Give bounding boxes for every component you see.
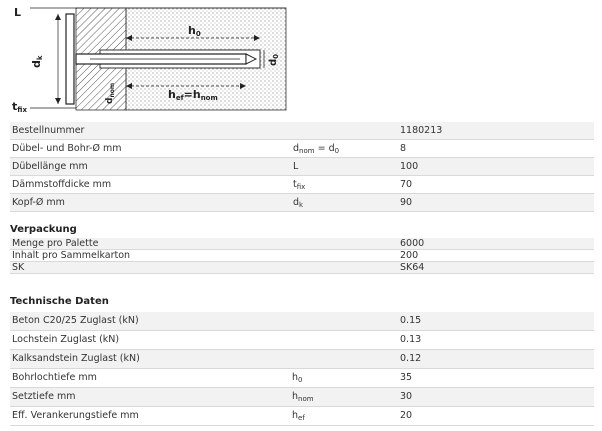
label-dnom: $d_{nom}$ <box>105 82 116 104</box>
table-row <box>10 350 594 369</box>
row-value: 0.12 <box>400 353 422 364</box>
row-label: Inhalt pro Sammelkarton <box>12 250 131 261</box>
table-row <box>10 369 594 388</box>
table-row <box>10 250 594 262</box>
row-symbol: $d_{nom} = d_0$ <box>293 143 340 155</box>
row-value: 30 <box>400 391 413 402</box>
row-value: SK64 <box>400 262 425 273</box>
row-value: 6000 <box>400 238 425 249</box>
row-symbol: $d_k$ <box>293 197 304 209</box>
label-tfix: tfix <box>12 100 27 114</box>
table-row <box>10 388 594 407</box>
spec-table <box>10 122 594 212</box>
row-label: Dübellänge mm <box>12 161 88 172</box>
dowel-technical-drawing <box>0 0 290 118</box>
dowel-head-plate <box>66 14 74 104</box>
section-title-packaging: Verpackung <box>10 224 77 235</box>
row-symbol: $h_{nom}$ <box>292 391 314 403</box>
row-value: 35 <box>400 372 413 383</box>
row-symbol: L <box>293 161 299 172</box>
technical-table <box>10 312 594 426</box>
row-value: 200 <box>400 250 419 261</box>
table-row <box>10 122 594 140</box>
label-dk: dk <box>30 55 44 68</box>
row-value: 8 <box>400 143 407 154</box>
row-label: Dübel- und Bohr-Ø mm <box>12 143 122 154</box>
row-value: 1180213 <box>400 125 443 136</box>
table-row <box>10 140 594 158</box>
row-label: Menge pro Palette <box>12 238 99 249</box>
table-row <box>10 176 594 194</box>
row-value: 90 <box>400 197 413 208</box>
label-hef: hef=hnom <box>168 88 218 102</box>
row-value: 100 <box>400 161 419 172</box>
table-row <box>10 331 594 350</box>
row-label: Setztiefe mm <box>12 391 76 402</box>
packaging-table <box>10 238 594 274</box>
row-label: SK <box>12 262 25 273</box>
row-symbol: $h_0$ <box>292 372 303 384</box>
row-label: Dämmstoffdicke mm <box>12 179 112 190</box>
table-row <box>10 194 594 212</box>
row-symbol: $h_{ef}$ <box>292 410 305 422</box>
row-label: Bestellnummer <box>12 125 85 136</box>
row-value: 20 <box>400 410 413 421</box>
row-label: Kalksandstein Zuglast (kN) <box>12 353 140 364</box>
label-L: L <box>14 6 22 19</box>
row-label: Beton C20/25 Zuglast (kN) <box>12 315 139 326</box>
row-value: 0.15 <box>400 315 422 326</box>
label-d0: $d_0$ <box>268 53 280 66</box>
row-label: Bohrlochtiefe mm <box>12 372 97 383</box>
row-label: Lochstein Zuglast (kN) <box>12 334 120 345</box>
row-label: Kopf-Ø mm <box>12 197 65 208</box>
label-h0: h0 <box>188 24 201 38</box>
table-row <box>10 407 594 426</box>
table-row <box>10 238 594 250</box>
row-label: Eff. Verankerungstiefe mm <box>12 410 139 421</box>
section-title-technical: Technische Daten <box>10 296 109 307</box>
row-value: 0.13 <box>400 334 422 345</box>
row-symbol: $t_{fix}$ <box>293 179 306 191</box>
table-row <box>10 158 594 176</box>
table-row <box>10 262 594 274</box>
row-value: 70 <box>400 179 413 190</box>
table-row <box>10 312 594 331</box>
